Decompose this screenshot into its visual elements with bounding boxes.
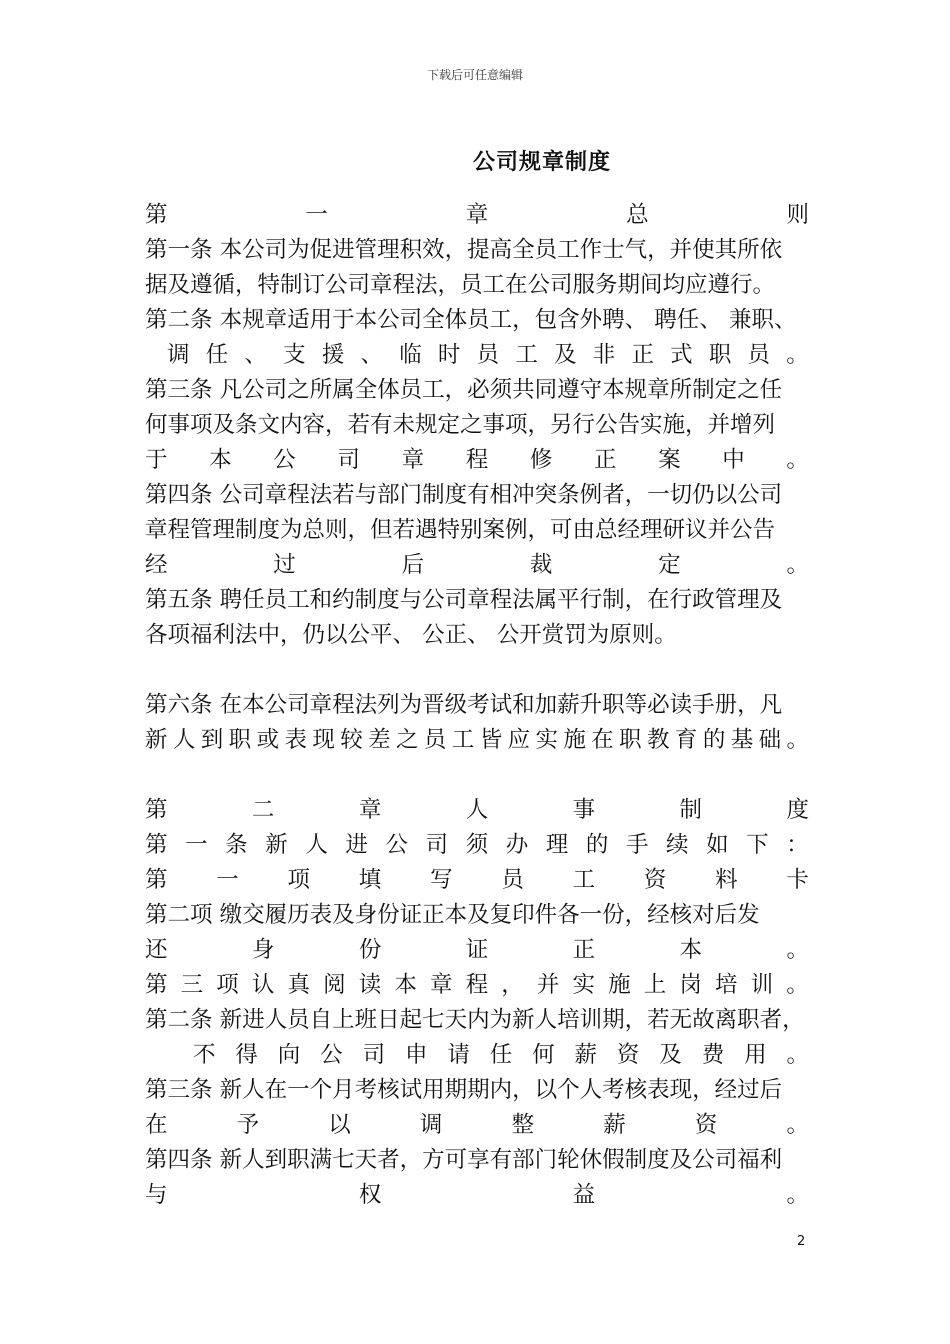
justified-char: 现	[312, 727, 335, 753]
justified-char: 料	[715, 867, 738, 893]
justified-char: 式	[670, 342, 693, 368]
justified-char: 。	[786, 1042, 809, 1068]
ch2-article-1	[145, 828, 809, 863]
ch2-article-3-line-1: 第三条 新人在一个月考核试用期期内，以个人考核表现，经过后	[145, 1077, 783, 1103]
justified-char: 任	[489, 1042, 513, 1068]
justified-char: 训	[750, 972, 774, 998]
justified-char: 权	[358, 1182, 382, 1208]
article-1-line-1: 第一条 本公司为促进管理积效，提高全员工作士气，并使其所依	[145, 237, 783, 263]
justified-char: 卡	[786, 867, 809, 893]
justified-char: 章	[401, 447, 425, 473]
justified-char: 支	[283, 342, 306, 368]
article-6-line-1: 第六条 在本公司章程法列为晋级考试和加薪升职等必读手册，凡	[145, 692, 783, 718]
justified-char: 何	[532, 1042, 555, 1068]
justified-char: 应	[507, 727, 531, 753]
justified-char: 本	[394, 972, 417, 998]
justified-char: 在	[591, 727, 614, 753]
justified-char: 还	[145, 937, 168, 963]
justified-char: 。	[786, 972, 809, 998]
justified-char: 时	[437, 342, 461, 368]
chapter-1-heading	[145, 198, 809, 233]
justified-char: 本	[679, 937, 703, 963]
justified-char: 工	[451, 727, 475, 753]
justified-char: 第	[145, 202, 168, 228]
justified-char: 用	[744, 1042, 767, 1068]
article-4-line-2: 章程管理制度为总则，但若遇特别案例，可由总经理研议并公告	[145, 517, 776, 543]
justified-char: 职	[708, 342, 732, 368]
justified-char: 员	[476, 342, 500, 368]
justified-char: 写	[430, 867, 453, 893]
justified-char: 、	[244, 342, 267, 368]
justified-char: 中	[722, 447, 745, 473]
article-4-line-3	[145, 548, 809, 583]
justified-char: 三	[180, 972, 204, 998]
justified-char: 公	[320, 1042, 343, 1068]
justified-char: 员	[747, 342, 771, 368]
justified-char: 资	[643, 867, 667, 893]
justified-char: 人	[172, 727, 196, 753]
justified-char: 则	[786, 202, 809, 228]
justified-char: 定	[658, 552, 681, 578]
justified-char: 项	[216, 972, 239, 998]
article-6-line-2	[145, 723, 809, 758]
justified-char: 一	[185, 832, 208, 858]
justified-char: 援	[321, 342, 345, 368]
article-5-line-2: 各项福利法中，仍以公平、 公正、 公开赏罚为原则。	[145, 622, 677, 648]
justified-char: 基	[730, 727, 754, 753]
article-2-line-1: 第二条 本规章适用于本公司全体员工，包含外聘、 聘任、 兼职、	[145, 307, 797, 333]
justified-char: 过	[273, 552, 296, 578]
justified-char: 。	[786, 1182, 809, 1208]
justified-char: 培	[715, 972, 738, 998]
justified-char: 须	[465, 832, 489, 858]
justified-char: 下	[746, 832, 769, 858]
justified-char: 认	[251, 972, 275, 998]
justified-char: 份	[358, 937, 382, 963]
justified-char: 如	[706, 832, 729, 858]
article-5-line-1: 第五条 聘任员工和约制度与公司章程法属平行制，在行政管理及	[145, 587, 783, 613]
justified-char: 、	[360, 342, 384, 368]
justified-char: 及	[659, 1042, 682, 1068]
justified-char: 章	[358, 797, 382, 823]
justified-char: 或	[256, 727, 280, 753]
justified-char: 以	[328, 1112, 351, 1138]
justified-char: 表	[284, 727, 307, 753]
ch2-article-3-line-2	[145, 1108, 809, 1143]
ch2-item-2-line-1: 第二项 缴交履历表及身份证正本及复印件各一份，经核对后发	[145, 902, 760, 928]
justified-char: 制	[679, 797, 703, 823]
justified-char: 工	[515, 342, 538, 368]
justified-char: 正	[572, 937, 596, 963]
justified-char: ，	[501, 972, 524, 998]
justified-char: 。	[786, 447, 809, 473]
justified-char: 及	[554, 342, 577, 368]
justified-char: 员	[501, 867, 524, 893]
article-2-line-2	[145, 338, 809, 373]
article-3-line-2: 何事项及条文内容，若有未规定之事项，另行公告实施，并增列	[145, 412, 776, 438]
justified-char: 理	[545, 832, 569, 858]
document-body	[145, 198, 809, 1213]
justified-char: 司	[425, 832, 449, 858]
justified-char: 不	[193, 1042, 216, 1068]
justified-char: 到	[200, 727, 224, 753]
justified-char: 非	[592, 342, 616, 368]
justified-char: ：	[786, 832, 809, 858]
justified-char: 第	[145, 797, 168, 823]
justified-char: 身	[251, 937, 275, 963]
justified-char: 本	[209, 447, 232, 473]
justified-char: 。	[786, 727, 809, 753]
justified-char: 项	[287, 867, 311, 893]
ch2-article-2-line-1: 第二条 新进人员自上班日起七天内为新人培训期，若无故离职者，	[145, 1007, 805, 1033]
justified-char: 员	[423, 727, 447, 753]
justified-char: 临	[399, 342, 422, 368]
justified-char: 任	[205, 342, 229, 368]
article-3-line-1: 第三条 凡公司之所属全体员工，必须共同遵守本规章所制定之任	[145, 377, 783, 403]
justified-char: 正	[593, 447, 617, 473]
justified-char: 申	[404, 1042, 428, 1068]
justified-char: 后	[401, 552, 425, 578]
justified-char: 进	[345, 832, 368, 858]
justified-char: 司	[362, 1042, 386, 1068]
justified-char: 手	[625, 832, 649, 858]
justified-char: 费	[701, 1042, 725, 1068]
justified-char: 育	[674, 727, 698, 753]
justified-char: 调	[419, 1112, 443, 1138]
justified-char: 薪	[603, 1112, 626, 1138]
justified-char: 较	[340, 727, 363, 753]
justified-char: 二	[251, 797, 275, 823]
justified-char: 向	[277, 1042, 301, 1068]
justified-char: 正	[631, 342, 654, 368]
justified-char: 填	[358, 867, 382, 893]
ch2-article-2-line-2	[145, 1038, 809, 1073]
justified-char: 一	[305, 202, 328, 228]
justified-char: 与	[145, 1182, 168, 1208]
justified-char: 薪	[574, 1042, 598, 1068]
article-3-line-3	[145, 443, 809, 478]
article-1-line-2: 据及遵循，特制订公司章程法，员工在公司服务期间均应遵行。	[145, 272, 776, 298]
justified-char: 实	[572, 972, 596, 998]
justified-char: 予	[236, 1112, 260, 1138]
justified-char: 章	[430, 972, 453, 998]
justified-char: 工	[572, 867, 596, 893]
justified-char: 事	[572, 797, 596, 823]
justified-char: 。	[786, 342, 809, 368]
justified-char: 度	[786, 797, 809, 823]
justified-char: 础	[758, 727, 782, 753]
ch2-item-2-line-2	[145, 933, 809, 968]
justified-char: 办	[505, 832, 529, 858]
justified-char: 在	[145, 1112, 168, 1138]
justified-char: 第	[145, 867, 168, 893]
justified-char: 裁	[529, 552, 553, 578]
justified-char: 上	[643, 972, 667, 998]
justified-char: 调	[167, 342, 190, 368]
justified-char: 资	[694, 1112, 718, 1138]
page-number: 2	[797, 1234, 806, 1249]
justified-char: 。	[786, 552, 809, 578]
justified-char: 第	[145, 832, 168, 858]
justified-char: 于	[145, 447, 168, 473]
justified-char: 新	[145, 727, 168, 753]
justified-char: 请	[447, 1042, 470, 1068]
justified-char: 真	[287, 972, 311, 998]
justified-char: 实	[535, 727, 558, 753]
justified-char: 。	[786, 1112, 809, 1138]
justified-char: 程	[465, 972, 489, 998]
justified-char: 章	[465, 202, 489, 228]
justified-char: 差	[368, 727, 391, 753]
justified-char: 续	[666, 832, 689, 858]
justified-char: 案	[658, 447, 681, 473]
justified-char: 第	[145, 972, 168, 998]
justified-char: 总	[626, 202, 649, 228]
chapter-2-heading	[145, 793, 809, 828]
justified-char: 整	[511, 1112, 535, 1138]
justified-char: 修	[529, 447, 553, 473]
justified-char: 职	[619, 727, 642, 753]
justified-char: 条	[225, 832, 248, 858]
justified-char: 皆	[479, 727, 503, 753]
justified-char: 施	[563, 727, 586, 753]
justified-char: 阅	[323, 972, 346, 998]
justified-char: 证	[465, 937, 489, 963]
justified-char: 资	[616, 1042, 640, 1068]
justified-char: 人	[305, 832, 328, 858]
justified-char: 并	[536, 972, 560, 998]
justified-char: 的	[702, 727, 726, 753]
justified-char: 的	[585, 832, 609, 858]
justified-char: 教	[647, 727, 670, 753]
article-4-line-1: 第四条 公司章程法若与部门制度有相冲突条例者，一切仍以公司	[145, 482, 783, 508]
justified-char: 经	[145, 552, 168, 578]
justified-char: 。	[786, 937, 809, 963]
ch2-item-1	[145, 863, 809, 898]
justified-char: 岗	[679, 972, 702, 998]
justified-char: 程	[465, 447, 489, 473]
justified-char: 公	[385, 832, 408, 858]
justified-char: 得	[235, 1042, 258, 1068]
document-title: 公司规章制度	[473, 150, 612, 175]
justified-char: 之	[396, 727, 419, 753]
justified-char: 人	[465, 797, 489, 823]
justified-char: 读	[358, 972, 382, 998]
justified-char: 施	[608, 972, 631, 998]
justified-char: 新	[265, 832, 288, 858]
ch2-article-4-line-2	[145, 1178, 809, 1213]
justified-char: 公	[273, 447, 296, 473]
ch2-article-4-line-1: 第四条 新人到职满七天者，方可享有部门轮休假制度及公司福利	[145, 1147, 783, 1173]
ch2-item-3	[145, 968, 809, 1003]
page-header: 下载后可任意编辑	[426, 68, 523, 82]
justified-char: 职	[228, 727, 252, 753]
justified-char: 一	[216, 867, 239, 893]
justified-char: 司	[337, 447, 360, 473]
justified-char: 益	[572, 1182, 596, 1208]
